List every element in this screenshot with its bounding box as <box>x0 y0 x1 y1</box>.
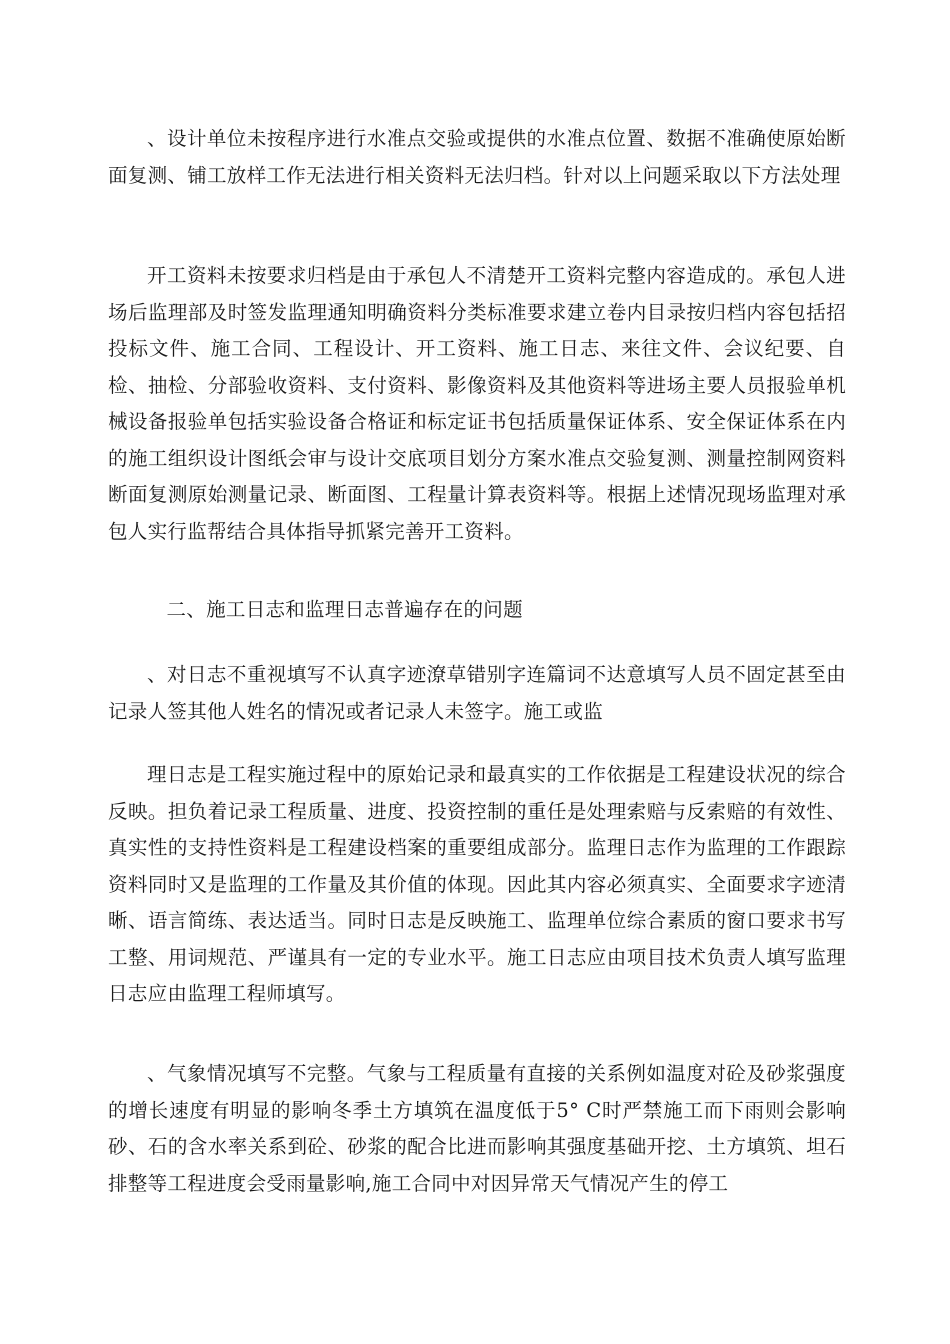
paragraph-log-importance: 理日志是工程实施过程中的原始记录和最真实的工作依据是工程建设状况的综合反映。担负着记录工程质量、进度、投资控制的重任是处理索赔与反索赔的有效性、真实性的支持性资料是工程建设档案的重要组成部分。监理日志作为监理的工作跟踪资料同时又是监理的工作量及其价值的体现。因此其内容必须真实、全面要求字迹清晰、语言简练、表达适当。同时日志是反映施工、监理单位综合素质的窗口要求书写工整、用词规范、严谨具有一定的专业水平。施工日志应由项目技术负责人填写监理日志应由监理工程师填写。 <box>108 763 846 1005</box>
paragraph-design-benchmark-issue: 、设计单位未按程序进行水准点交验或提供的水准点位置、数据不准确使原始断面复测、铺工放样工作无法进行相关资料无法归档。针对以上问题采取以下方法处理 <box>108 127 846 187</box>
paragraph-startup-documents: 开工资料未按要求归档是由于承包人不清楚开工资料完整内容造成的。承包人进场后监理部及时签发监理通知明确资料分类标准要求建立卷内目录按归档内容包括招投标文件、施工合同、工程设计、开工资料、施工日志、来往文件、会议纪要、自检、抽检、分部验收资料、支付资料、影像资料及其他资料等进场主要人员报验单机械设备报验单包括实验设备合格证和标定证书包括质量保证体系、安全保证体系在内的施工组织设计图纸会审与设计交底项目划分方案水准点交验复测、测量控制网资料断面复测原始测量记录、断面图、工程量计算表资料等。根据上述情况现场监理对承包人实行监帮结合具体指导抓紧完善开工资料。 <box>108 264 846 543</box>
paragraph-weather-info: 、气象情况填写不完整。气象与工程质量有直接的关系例如温度对砼及砂浆强度的增长速度有明显的影响冬季土方填筑在温度低于5° C时严禁施工而下雨则会影响砂、石的含水率关系到砼、砂浆的配合比进而影响其强度基础开挖、土方填筑、坦石排整等工程进度会受雨量影响,施工合同中对因异常天气情况产生的停工 <box>108 1062 846 1195</box>
paragraph-log-filling-issue: 、对日志不重视填写不认真字迹潦草错别字连篇词不达意填写人员不固定甚至由记录人签其他人姓名的情况或者记录人未签字。施工或监 <box>108 663 846 723</box>
section-heading-logs: 二、施工日志和监理日志普遍存在的问题 <box>166 598 523 621</box>
